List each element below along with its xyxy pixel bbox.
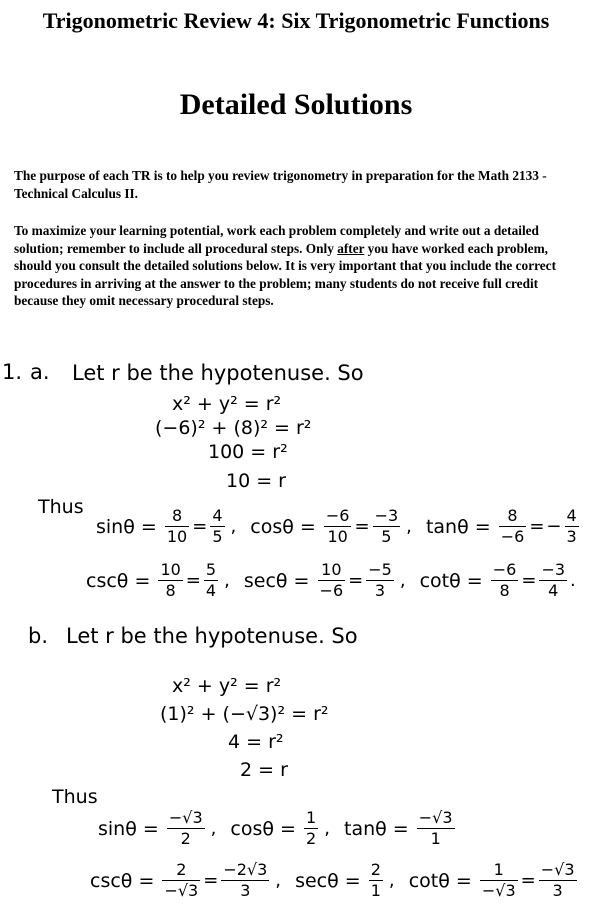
equals-sign: = [185,570,201,591]
denominator: −√3 [481,881,516,900]
part-b-step-2: (1)² + (−√3)² = r² [160,703,329,725]
fraction [165,506,189,547]
period: . [570,570,576,591]
part-a-row-1 [96,506,581,547]
denominator: 8 [165,581,176,600]
numerator: −√3 [540,860,575,879]
intro-paragraph-2-end: you have worked each problem, should you consult the detailed solutions below. It is very important that you include the correct procedures in arriving at the answer to the problem; many students do not receive full credit because they omit necessary procedural steps. [14,240,556,309]
part-b-step-3: 4 = r² [228,731,284,753]
part-b-step-4: 2 = r [240,759,288,781]
part-a-step-3: 100 = r² [208,441,288,463]
denominator: 3 [374,581,386,600]
denominator: 4 [205,581,217,600]
equals-sign: = [348,570,364,591]
equals-sign: = [520,870,536,891]
part-b-label: b. [28,624,49,648]
part-a-intro: Let r be the hypotenuse. So [72,361,364,385]
numerator: 8 [165,506,189,527]
intro-paragraph-2 [14,222,580,310]
part-b-row-1 [98,808,457,849]
numerator: 4 [212,506,223,525]
fraction [204,560,218,601]
denominator: 2 [306,829,317,848]
denominator: 1 [370,881,381,900]
denominator: 5 [212,527,223,546]
cot-label: cotθ = [408,869,472,892]
equals-sign: = [354,516,370,537]
fraction [162,860,200,901]
part-b-step-1: x² + y² = r² [172,675,282,697]
equals-sign: = [521,570,537,591]
numerator: −2√3 [223,860,268,879]
equals-sign: = [192,516,208,537]
fraction [539,560,567,601]
separator: , [406,516,412,537]
separator: , [324,818,330,839]
fraction [167,808,205,849]
fraction [480,860,518,901]
denominator: −6 [319,581,344,600]
fraction [499,506,527,547]
cos-label: cosθ = [230,817,296,840]
fraction [221,860,269,901]
equals-sign: = [203,870,219,891]
sec-label: secθ = [295,869,361,892]
separator: , [230,516,237,537]
separator: , [388,870,395,891]
denominator: −6 [500,527,525,546]
denominator: 10 [327,527,348,546]
separator: , [210,818,217,839]
fraction [158,560,182,601]
part-a-step-1: x² + y² = r² [172,393,282,415]
cos-label: cosθ = [250,515,316,538]
separator: , [275,870,282,891]
numerator: −6 [325,506,350,525]
fraction [304,808,318,849]
part-b-row-2 [90,860,579,901]
numerator: −√3 [168,808,203,827]
denominator: 8 [499,581,510,600]
tan-label: tanθ = [425,515,491,538]
denominator: 3 [240,881,251,900]
numerator: 2 [162,860,200,881]
separator: , [399,570,406,591]
fraction [210,506,224,547]
numerator: 10 [160,560,181,579]
separator: , [224,570,230,591]
numerator: 1 [480,860,518,881]
fraction [539,860,577,901]
problem-number: 1. [2,360,23,384]
sin-label: sinθ = [96,515,157,538]
denominator: 3 [566,527,577,546]
fraction [417,808,455,849]
csc-label: cscθ = [90,869,155,892]
denominator: 3 [552,881,563,900]
denominator: 4 [548,581,559,600]
numerator: −√3 [418,808,453,827]
part-b-intro: Let r be the hypotenuse. So [66,624,358,648]
fraction [324,506,352,547]
denominator: 10 [166,527,188,546]
intro-paragraph-2-start: To maximize your learning potential, work each problem completely and write out a detailed solution; remember to include all procedural steps. Only [14,223,539,256]
numerator: 5 [205,560,217,579]
csc-label: cscθ = [86,569,151,592]
denominator: 5 [381,527,392,546]
numerator: 10 [318,560,346,581]
fraction [369,860,383,901]
part-a-step-4: 10 = r [226,470,286,492]
numerator: −3 [541,560,566,579]
numerator: 1 [306,808,317,827]
numerator: −5 [368,560,392,579]
part-a-step-2: (−6)² + (8)² = r² [155,417,312,439]
numerator: −3 [374,506,399,525]
document-title: Trigonometric Review 4: Six Trigonometric Functions [42,8,550,33]
numerator: 4 [566,506,577,525]
intro-paragraph-1: The purpose of each TR is to help you review trigonometry in preparation for the Math 2133 - Technical Calculus II. [14,168,547,201]
part-a-label: a. [30,360,50,384]
denominator: 1 [430,829,441,848]
fraction [565,506,579,547]
fraction [373,506,401,547]
tan-label: tanθ = [344,817,409,840]
numerator: 2 [370,860,381,879]
cot-label: cotθ = [419,569,483,592]
numerator: 8 [499,506,527,527]
fraction [491,560,519,601]
fraction [366,560,394,601]
sin-label: sinθ = [98,817,159,840]
equals-sign: = [529,516,545,537]
numerator: −6 [492,560,517,579]
part-b-thus: Thus [52,786,98,808]
fraction [318,560,346,601]
sec-label: secθ = [243,569,310,592]
minus-sign: − [546,516,562,537]
part-a-row-2 [86,560,577,601]
part-a-thus: Thus [38,496,84,518]
denominator: −√3 [164,881,199,900]
intro-paragraph-2-emphasis: after [337,240,365,256]
document-subtitle: Detailed Solutions [179,88,413,121]
denominator: 2 [180,829,191,848]
